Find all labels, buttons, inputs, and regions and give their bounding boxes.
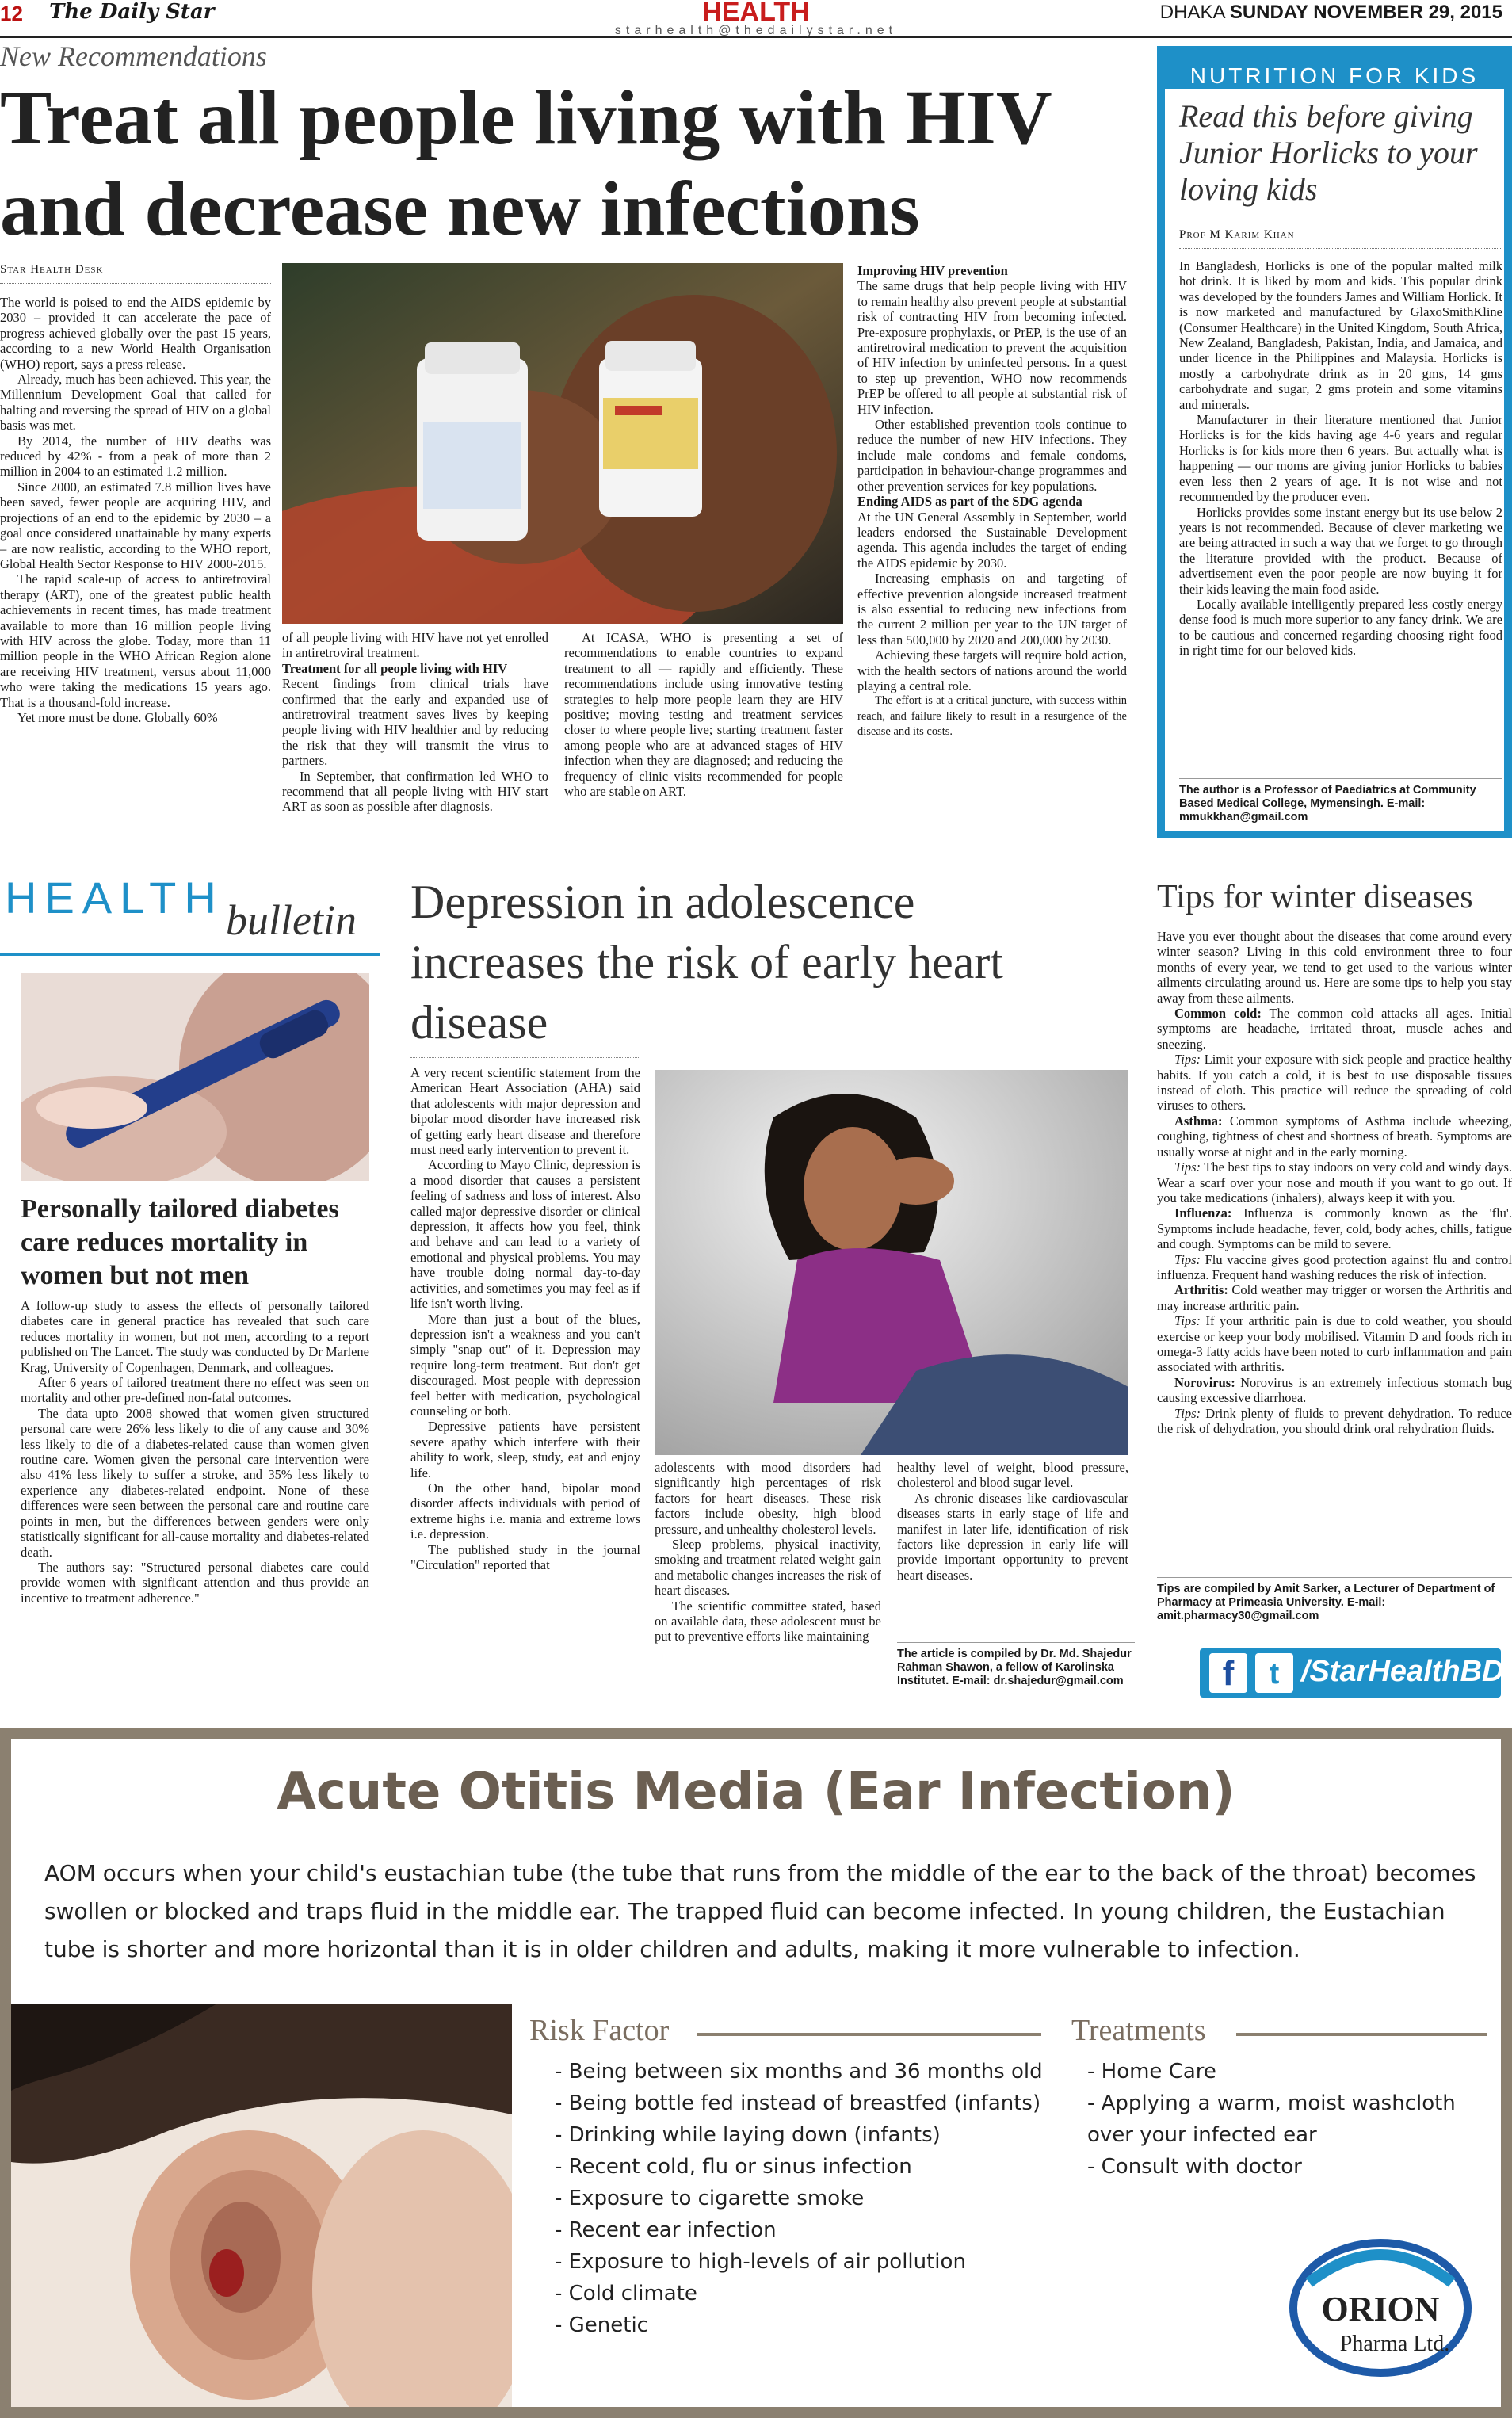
nutrition-author: Prof M Karim Khan [1179,228,1502,249]
paragraph: Since 2000, an estimated 7.8 million lives have been saved, fewer people are acquiring HIV, and projections of an end to the epidemic by 2030 – a goal once considered unattainable by many experts – are now realistic, according to the WHO report, Global Health Sector Response to HIV 2000-2015. [0,479,271,571]
paragraph: Achieving these targets will require bold action, with the health sectors of nations around the world playing a central role. [857,647,1127,693]
depression-headline: Depression in adolescence increases the risk of early heart disease [410,876,1003,1049]
paragraph: of all people living with HIV have not yet enrolled in antiretroviral treatment. [282,630,548,661]
winter-item [1157,1006,1512,1052]
bulletin-word: bulletin [226,896,357,944]
hiv-column-3 [564,630,843,799]
paragraph: The authors say: "Structured personal diabetes care could provide women with significant attention and thus provide an incentive to treatment adherence." [21,1559,369,1606]
paragraph: On the other hand, bipolar mood disorder affects individuals with period of extreme highs i.e. mania and extreme lows i.e. depression. [410,1480,640,1542]
paragraph: A follow-up study to assess the effects of personally tailored diabetes care in general practice has revealed that such care reduces mortality in women, but not men, according to a report published on The Lancet. The study was conducted by Dr Marlene Krag, University of Copenhagen, Denmark, and colleagues. [21,1298,369,1375]
treatments-rule [1236,2033,1487,2036]
hiv-column-2 [282,630,548,815]
section-email[interactable]: starhealth@thedailystar.net [614,24,898,37]
paragraph: The data upto 2008 showed that women given structured personal care were 26% less likely to die of any cause and 30% less likely to die of a diabetes-related cause than women given routine care. Women given the personal care intervention were also 41% less likely to suffer a stroke, and 35% less likely to experience any diabetes-related endpoint. None of these differences were seen between the personal care and routine care points in men, but the differences between genders were only statistically significant for all-cause mortality and diabetes-related death. [21,1405,369,1560]
hiv-kicker: New Recommendations [0,40,267,72]
paragraph: Recent findings from clinical trials have confirmed that the early and expanded use of antiretroviral treatment saves lives by keeping people living with HIV healthier and by reducing the risk that they will transmit the virus to partners. [282,676,548,769]
date-city: DHAKA [1159,2,1225,23]
infected-ear-image [11,2004,512,2407]
list-item: - Drinking while laying down (infants) [555,2123,941,2147]
tip-label: Tips: [1174,1313,1201,1329]
paragraph: After 6 years of tailored treatment there no effect was seen on mortality and other pre-defined non-fatal outcomes. [21,1375,369,1406]
bulletin-rule [0,953,380,956]
winter-text: Cold weather may trigger or worsen the Arthritis and may increase arthritic pain. [1157,1282,1512,1313]
winter-text: The common cold attacks all ages. Initial symptoms are headache, irritated throat, muscle aches and sneezing. [1157,1006,1512,1052]
paragraph: In Bangladesh, Horlicks is one of the popular malted milk hot drink. It is liked by mom and kids. This popular drink was developed by the founders James and William Horlick. It is now marketed and manufactured by GlaxoSmithKline (Consumer Healthcare) in the United Kingdom, South Africa, New Zealand, Bangladesh, Pakistan, India, and Jamaica, and under licence in the Philippines and Malaysia. Horlicks is mostly a carbohydrate drink as in 20 gms, 14 gms carbohydrate and sugar, 2 gms protein and some vitamins and minerals. [1179,258,1502,412]
paragraph: As chronic diseases like cardiovascular diseases starts in early stage of life and manifest in later life, identification of risk factors like depression in early life will provide important opportunity to prevent heart diseases. [897,1490,1128,1583]
paragraph: Yet more must be done. Globally 60% [17,709,218,725]
winter-tip [1157,1313,1512,1375]
risk-factor-rule [697,2033,1041,2036]
subheading: Improving HIV prevention [857,263,1008,278]
depression-author-note: The article is compiled by Dr. Md. Shajedur Rahman Shawon, a fellow of Karolinska Institutet. E-mail: dr.shajedur@gmail.com [897,1642,1135,1688]
paragraph: The same drugs that help people living with HIV to remain healthy also prevent people at substantial risk of contracting HIV from becoming infected. Pre-exposure prophylaxis, or PrEP, is the use of an antiretroviral medication to prevent the acquisition of HIV infection by uninfected persons. In a quest to step up prevention, WHO now recommends PrEP be offered to all people at substantial risk of HIV infection. [857,278,1127,417]
paragraph: Sleep problems, physical inactivity, smoking and treatment related weight gain and metabolic changes increases the risk of heart diseases. [655,1537,881,1599]
section-title: HEALTH [702,0,810,27]
list-item: - Recent ear infection [555,2218,777,2242]
depression-column-3 [897,1460,1128,1583]
hiv-byline: Star Health Desk [0,263,271,284]
sponsor-name: ORION [1321,2290,1440,2328]
paragraph: Locally available intelligently prepared less costly energy dense food is much more superior to any fancy drink. We are to be cautious and concerned regarding choosing right food in right time for our beloved kids. [1179,596,1502,659]
subheading: Ending AIDS as part of the SDG agenda [857,494,1082,510]
paragraph: Already, much has been achieved. This year, the Millennium Development Goal that called for halting and reversing the spread of HIV on a global basis was met. [0,372,271,434]
paragraph: According to Mayo Clinic, depression is a mood disorder that causes a persistent feeling of sadness and loss of interest. Also called major depressive disorder or clinical depression, it affects how you feel, think and behave and can lead to a variety of emotional and physical problems. You may have trouble doing normal day-to-day activities, and sometimes you may feel as if life isn't worth living. [410,1157,640,1312]
subheading: Treatment for all people living with HIV [282,660,508,676]
paragraph: Manufacturer in their literature mentioned that Junior Horlicks is for the kids having age 4-6 years and regular Horlicks is for kids more then 6 years. But actually what is happening — our moms are giving junior Horlicks to babies even less then 2 years of age. It is not wise and not recommended by the producer even. [1179,412,1502,505]
social-banner[interactable] [1200,1648,1504,1698]
winter-term: Arthritis: [1174,1282,1228,1298]
sponsor-sub: Pharma Ltd. [1339,2332,1450,2356]
hiv-photo [282,263,843,624]
sad-girl-image [655,1070,1128,1455]
winter-tip-text: The best tips to stay indoors on very cold and windy days. Wear a scarf over your nose and mouth if you want to go out. If you take medications (inhalers), always keep it with you. [1157,1159,1512,1205]
winter-tip-text: Flu vaccine gives good protection against flu and control influenza. Frequent hand washing reduces the risk of infection. [1157,1251,1512,1282]
paper-name: The Daily Star [49,0,215,24]
paragraph: adolescents with mood disorders had significantly high percentages of risk factors for heart diseases. These risk factors include obesity, high blood pressure, and unhealthy cholesterol levels. [655,1460,881,1537]
twitter-icon[interactable]: t [1255,1653,1293,1693]
winter-item [1157,1205,1512,1251]
facebook-icon[interactable]: f [1209,1653,1247,1693]
orion-pharma-logo [1285,2235,1476,2393]
paragraph: Increasing emphasis on and targeting of effective prevention alongside increased treatment is also essential to reducing new infections from the current 2 million per year to the UN target of less than 500,000 by 2020 and 200,000 by 2030. [857,571,1127,647]
list-item: - Recent cold, flu or sinus infection [555,2155,912,2179]
risk-factor-heading: Risk Factor [529,2014,670,2047]
social-handle[interactable]: /StarHealthBD [1301,1655,1504,1688]
nutrition-band-title: NUTRITION FOR KIDS [1189,63,1480,88]
depression-column-1 [410,1065,640,1572]
hiv-medicine-bottles-image [282,263,843,624]
winter-tip-text: Limit your exposure with sick people and practice healthy habits. If you catch a cold, it is best to use disposable tissues instead of cloth. This practice will reduce the spreading of cold viruses to others. [1157,1052,1512,1114]
bulletin-health-word: HEALTH [5,873,224,923]
hiv-headline: Treat all people living with HIV and decrease new infections [0,75,1051,252]
tip-label: Tips: [1174,1052,1201,1068]
winter-item [1157,1375,1512,1406]
winter-term: Norovirus: [1174,1374,1235,1390]
list-item: - Cold climate [555,2282,697,2305]
winter-text: Common symptoms of Asthma include wheezing, coughing, tightness of chest and shortness of breath. Symptoms are usually worse at night and in the early morning. [1157,1113,1512,1159]
list-item: - Consult with doctor [1087,2155,1302,2179]
winter-term: Asthma: [1174,1113,1223,1129]
paragraph: The effort is at a critical juncture, with success within reach, and failure likely to result in a resurgence of the disease and its costs. [857,694,1127,739]
winter-text: Influenza is commonly known as the 'flu'. Symptoms include headache, fever, cold, body aches, chills, fatigue and cough. Symptoms can be mild to severe. [1157,1205,1512,1252]
winter-text: Norovirus is an extremely infectious stomach bug causing excessive diarrhoea. [1157,1374,1512,1406]
winter-body [1157,929,1512,1436]
paragraph: At ICASA, WHO is presenting a set of recommendations to enable countries to expand treatment to all — rapidly and efficiently. These recommendations include using innovative testing strategies to help more people learn they are HIV positive; moving testing and treatment services closer to where people live; starting treatment faster among people who are at advanced stages of HIV infection when they are diagnosed; and reducing the frequency of clinic visits recommended for people who are stable on ART. [564,630,843,800]
treatments-list [1087,2056,1499,2183]
winter-term: Influenza: [1174,1205,1232,1221]
paragraph: Depressive patients have persistent severe apathy which interfere with their ability to work, sleep, study, eat and enjoy life. [410,1419,640,1480]
paragraph: Other established prevention tools continue to reduce the number of new HIV infections. They include male condoms and female condoms, participation in behaviour-change programmes and other prevention services for key populations. [857,417,1127,494]
diabetes-body [21,1298,369,1606]
list-item: - Being bottle fed instead of breastfed (infants) [555,2091,1041,2115]
paragraph: In September, that confirmation led WHO to recommend that all people living with HIV start ART as soon as possible after diagnosis. [282,768,548,815]
list-item: - Exposure to cigarette smoke [555,2187,865,2210]
winter-term: Common cold: [1174,1006,1262,1022]
depression-rule [410,1057,640,1058]
paragraph: The rapid scale-up of access to antiretroviral therapy (ART), one of the greatest public health achievements in recent times, has made treatment available to more than 16 million people living with HIV across the globe. Today, more than 11 million people in the WHO African Region alone are receiving HIV treatment, versus about 11,000 who were taking the medications 15 years ago. That is a thousand-fold increase. [0,571,271,710]
treatments-heading: Treatments [1071,2014,1206,2047]
paragraph: At the UN General Assembly in September, world leaders endorsed the Sustainable Development agenda. This agenda includes the target of ending the AIDS epidemic by 2030. [857,509,1127,571]
orion-logo-icon [1285,2235,1476,2393]
paragraph: Have you ever thought about the diseases that come around every winter season? Living in this cold environment three to four months of every year, we tend to get used to the various winter ailments circulating around us. Here are some tips to help you stay away from these ailments. [1157,929,1512,1006]
ear-infection-title: Acute Otitis Media (Ear Infection) [277,1763,1235,1821]
diabetes-photo [21,973,369,1181]
depression-column-2 [655,1460,881,1644]
nutrition-author-note: The author is a Professor of Paediatrics at Community Based Medical College, Mymensingh. E-mail: mmukkhan@gmail.com [1179,778,1502,824]
nutrition-body [1179,258,1502,659]
paragraph: Horlicks provides some instant energy but its use below 2 years is not recommended. Because of clever marketing we are being attracted in such a way that we forget to go through the literature provided with the product. Because of advertisement even the poor people are now buying it for their kids leaving the main food aside. [1179,504,1502,597]
insulin-pen-image [21,973,369,1181]
winter-tip [1157,1406,1512,1437]
tip-label: Tips: [1174,1405,1201,1421]
hiv-column-1 [0,295,271,725]
list-item: - Genetic [555,2313,648,2337]
ear-infection-body: AOM occurs when your child's eustachian tube (the tube that runs from the middle of the ear to the back of the throat) becomes swollen or blocked and traps fluid in the middle ear. The trapped fluid can become infected. In young children, the Eustachian tube is shorter and more horizontal than it is in older children and adults, making it more vulnerable to infection. [44,1860,1476,1962]
winter-tip [1157,1252,1512,1283]
risk-factor-list [555,2056,1046,2341]
winter-tip [1157,1159,1512,1205]
paragraph: The world is poised to end the AIDS epidemic by 2030 – provided it can accelerate the pace of progress achieved globally over the past 15 years, according to a new World Health Organisation (WHO) report, says a press release. [0,295,271,372]
paragraph: The scientific committee stated, based on available data, these adolescent must be put to preventive efforts like maintaining [655,1598,881,1644]
paragraph: More than just a bout of the blues, depression isn't a weakness and you can't simply "snap out" of it. Depression may require long-term treatment. But don't get discouraged. Most people with depression feel better with medication, psychological counseling or both. [410,1311,640,1419]
list-item: - Being between six months and 36 months old [555,2060,1043,2084]
paragraph: healthy level of weight, blood pressure, cholesterol and blood sugar level. [897,1460,1128,1491]
winter-headline: Tips for winter diseases [1157,879,1473,915]
dateline [1160,2,1502,24]
tip-label: Tips: [1174,1251,1201,1267]
diabetes-headline: Personally tailored diabetes care reduces mortality in women but not men [21,1194,339,1290]
paragraph: The published study in the journal "Circulation" reported that [410,1541,640,1572]
depression-photo [655,1070,1128,1455]
winter-item [1157,1114,1512,1159]
winter-tip [1157,1052,1512,1114]
winter-item [1157,1282,1512,1313]
winter-tip-text: Drink plenty of fluids to prevent dehydration. To reduce the risk of dehydration, you should drink oral rehydration fluids. [1157,1405,1512,1436]
nutrition-headline: Read this before giving Junior Horlicks to your loving kids [1179,98,1478,207]
ear-photo [11,2004,512,2407]
list-item: - Applying a warm, moist washcloth over your infected ear [1087,2091,1456,2147]
masthead [0,0,1512,38]
winter-author-note: Tips are compiled by Amit Sarker, a Lecturer of Department of Pharmacy at Primeasia University. E-mail: amit.pharmacy30@gmail.com [1157,1577,1512,1623]
paragraph: A very recent scientific statement from the American Heart Association (AHA) said that adolescents with major depression and bipolar mood disorder have increased risk of getting early heart disease and therefore must need early intervention to prevent it. [410,1065,640,1158]
list-item: - Home Care [1087,2060,1216,2084]
tip-label: Tips: [1174,1159,1201,1175]
page-number: 12 [0,2,23,25]
winter-tip-text: If your arthritic pain is due to cold weather, you should exercise or keep your body mobilised. Vitamin D and foods rich in omega-3 fatty acids have been noted to curb inflammation and pain associated with arthritis. [1157,1313,1512,1375]
hiv-column-4 [857,263,1127,740]
list-item: - Exposure to high-levels of air pollution [555,2250,966,2274]
paragraph: By 2014, the number of HIV deaths was reduced by 42% - from a peak of more than 2 million in 2004 to an estimated 1.2 million. [0,433,271,479]
date-text: SUNDAY NOVEMBER 29, 2015 [1229,2,1502,23]
